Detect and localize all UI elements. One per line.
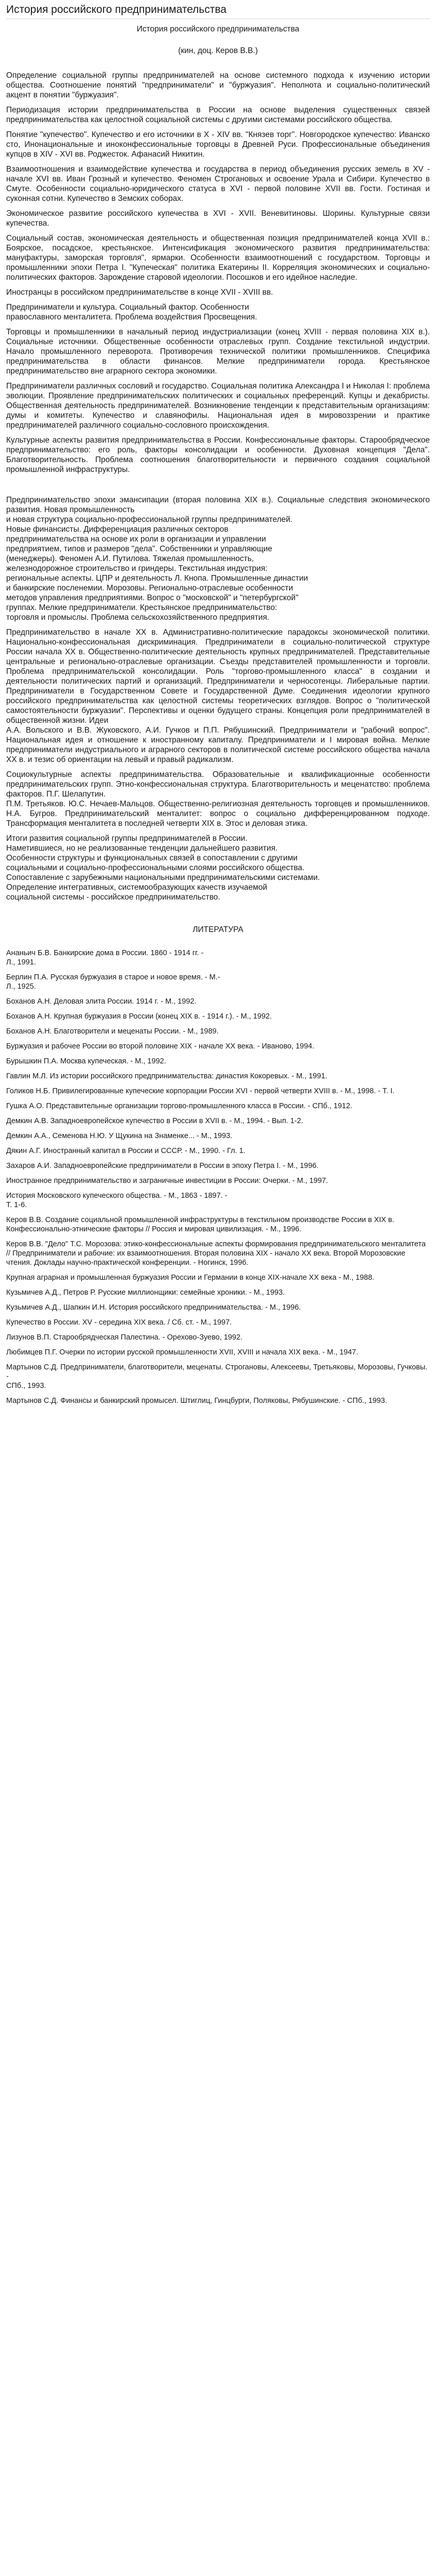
literature-item: Демкин А.А., Семенова Н.Ю. У Щукина на Знаменке... - М., 1993. — [6, 1132, 233, 1140]
literature-item: Лизунов В.П. Старообрядческая Палестина. - Орехово-Зуево, 1992. — [6, 1333, 243, 1342]
literature-item: Демкин А.В. Западноевропейское купечество в России в XVII в. - М., 1994. - Вып. 1-2. — [6, 1117, 303, 1125]
literature-item: Гавлин М.Л. Из истории российского предпринимательства: династия Кокоревых. - М., 1991. — [6, 1072, 327, 1080]
literature-item: Гушка А.О. Представительные организации торгово-промышленного класса в России. - СПб., 1912. — [6, 1102, 353, 1110]
topic-paragraph: Культурные аспекты развития предпринимательства в России. Конфессиональные факторы. Старообрядческое предпринимательство: его роль, факторы консолидации и особенности. Духовная концепция "Дела". Благотворительность. Проблема соотношения благотворительности и первичного создания социальной промышленной инфраструктуры. — [6, 436, 430, 474]
page-header: История российского предпринимательства — [6, 3, 430, 19]
topic-paragraph: Социальный состав, экономическая деятельность и общественная позиция предпринимателей конца XVII в.: Боярское, посадское, крестьянское. Интенсификация экономического развития предпринимательства: мануфактуры, заморская торговля", ярмарки. Особенности взаимоотношений с государством. Торговцы и промышленники эпохи Петра I. "Купеческая" политика Екатерины II. Корреляция экономических и социально-политических факторов. Зарождение старовой идеологии. Посошков и его идейное наследие. — [6, 234, 430, 282]
topic-paragraph: Понятие "купечество". Купечество и его источники в Х - XIV вв. "Князев торг". Новгородское купечество: Иванско сто, Инонациональные и иноконфессиональные торговцы в Древней Руси. Профессиональные объединения купцов в XIV - XVI вв. Роджесток. Афанасий Никитин. — [6, 130, 430, 159]
literature-item: Бурышкин П.А. Москва купеческая. - М., 1992. — [6, 1057, 166, 1065]
topic-paragraph: Предприниматели различных сословий и государство. Социальная политика Александра I и Николая I: проблема эволюции. Проявление предпринимательских политических и социальных преференций. Купцы и декабристы. Общественная деятельность предпринимателей. Возникновение тенденции к представительным организациям: думы и комитеты. Купечество и славянофилы. Национальная идея в мировоззрении и практике предпринимателей различного социально-сословного происхождения. — [6, 382, 430, 430]
literature-item: Кузьмичев А.Д., Петров Р. Русские миллионщики: семейные хроники. - М., 1993. — [6, 1289, 285, 1297]
literature-item: Мартынов С.Д. Предприниматели, благотворители, меценаты. Строгановы, Алексеевы, Третьяковы, Морозовы, Гучковы. - СПб., 1993. — [6, 1363, 428, 1390]
literature-item: Буржуазия и рабочее России во второй половине XIX - начале ХХ века. - Иваново, 1994. — [6, 1042, 315, 1050]
topic-paragraph: Предпринимательство в начале XX в. Административно-политические парадоксы экономической политики. Национально-конфессиональная дискриминация. Предприниматели в социально-политической структуре России начала XX в. Общественно-политические деятельность крупных предпринимателей. Представительные центральные и регионально-отраслевые организации. Съезды представителей промышленности и торговли. Проблема предпринимательской консолидации. Роль "торгово-промышленного класса" в создании и деятельности политических партий и организаций. Предприниматели и черносотенцы. Либеральные партии. Предприниматели в Государственном Совете и Государственной Думе. Соединения идеологии крупного российского предпринимательства как целостной системы теоретических взглядов. Вопрос о "политической самостоятельности буржуазии". Перспективы и оценки будущего страны. Концепция роли предпринимателей в общественной жизни. Идеи А.А. Вольского и В.В. Жуковского, А.И. Гучков и П.П. Рябушинский. Предприниматели и "рабочий вопрос". Национальная идея и отношение к иностранному капиталу. Предприниматели и I мировая война. Мелкие предприниматели индустриального и аграрного секторов в политической системе российского общества начала XX в. и тезис об ориентации на левый и правый радикализм. — [6, 628, 430, 764]
topics-section — [6, 71, 430, 902]
course-title: История российского предпринимательства — [136, 25, 300, 33]
topic-paragraph: Социокультурные аспекты предпринимательства. Образовательные и квалификационные особенности предпринимательских групп. Этно-конфессиональная структура. Благотворительность и меценатство: проблема факторов. П.Г. Шелапутин. П.М. Третьяков. Ю.С. Нечаев-Мальцов. Общественно-религиозная деятельность торговцев и промышленников. Н.А. Бугров. Предпринимательский менталитет: вопрос о социально дифференцированном подходе. Трансформация менталитета в последней четверти XIX в. Этос и деловая этика. — [6, 770, 430, 828]
literature-item: Иностранное предпринимательство и заграничные инвестиции в России: Очерки. - М., 1997. — [6, 1177, 328, 1185]
author-line: (кин, доц. Керов В.В.) — [178, 46, 258, 55]
literature-item: Боханов А.Н. Деловая элита России. 1914 г. - М., 1992. — [6, 997, 197, 1006]
literature-item: Голиков Н.Б. Привилегированные купеческие корпорации России XVI - первой четверти XVIII в. - М., 1998. - Т. I. — [6, 1087, 395, 1095]
literature-item: Ананьич Б.В. Банкирские дома в России. 1860 - 1914 гг. - Л., 1991. — [6, 949, 204, 967]
literature-item: Берлин П.А. Русская буржуазия в старое и новое время. - М.- Л., 1925. — [6, 973, 220, 991]
topic-paragraph: Предприниматели и культура. Социальный фактор. Особенности православного менталитета. Проблема воздействия Просвещения. — [6, 303, 257, 321]
literature-item: Крупная аграрная и промышленная буржуазия России и Германии в конце XIX-начале XX века - М., 1988. — [6, 1274, 375, 1282]
literature-item: Захаров А.И. Западноевропейские предприниматели в России в эпоху Петра I. - М., 1996. — [6, 1162, 319, 1170]
literature-list — [6, 948, 430, 1405]
literature-heading: ЛИТЕРАТУРА — [193, 925, 243, 934]
literature-item: Кузьмичев А.Д., Шапкин И.Н. История российского предпринимательства. - М., 1996. — [6, 1303, 301, 1312]
literature-item: История Московского купеческого общества. - М., 1863 - 1897. - Т. 1-6. — [6, 1192, 228, 1209]
literature-item: Керов В.В. Создание социальной промышленной инфраструктуры в текстильном производстве России в XIX в. Конфессионально-этнические факторы // Россия и мировая цивилизация. - М., 1996. — [6, 1216, 394, 1233]
literature-item: Любимцев П.Г. Очерки по истории русской промышленности XVII, XVIII и начала XIX века. - М., 1947. — [6, 1348, 358, 1357]
literature-item: Боханов А.Н. Крупная буржуазия в России (конец XIX в. - 1914 г.). - М., 1992. — [6, 1012, 272, 1021]
literature-item: Мартынов С.Д. Финансы и банкирский промысел. Штиглиц, Гинцбурги, Поляковы, Рябушинские. - СПб., 1993. — [6, 1397, 387, 1405]
topic-paragraph: Периодизация истории предпринимательства в России на основе выделения существенных связей предпринимательства как целостной социальной системы с другими системами российского общества. — [6, 106, 430, 124]
topic-paragraph: Торговцы и промышленники в начальный период индустриализации (конец XVIII - первая половина XIX в.). Социальные источники. Общественные особенности отраслевых групп. Создание текстильной индустрии. Начало промышленного переворота. Противоречия технической политики промышленников. Специфика предпринимательства в области финансов. Мелкие предприниматели города. Крестьянское предпринимательство вне аграрного сектора экономики. — [6, 328, 430, 376]
literature-item: Керов В.В. "Дело" Т.С. Морозова: этико-конфессиональные аспекты формирования предпринимательского менталитета // Предприниматели и рабочие: их взаимоотношения. Вторая половина XIX - начало XX века. Второй Морозовские чтения. Доклады научно-практической конференции. - Ногинск, 1996. — [6, 1240, 426, 1267]
topic-paragraph: Взаимоотношения и взаимодействие купечества и государства в период объединения русских земель в XV - начале XVI вв. Иван Грозный и купечество. Феномен Строгановых и освоение Урала и Сибири. Купечество в Смуте. Особенности социально-юридического статуса в XVI - первой половине XVII вв. Гости. Гостиная и суконная сотни. Купечество в Земских соборах. — [6, 165, 430, 203]
topic-paragraph: Итоги развития социальной группы предпринимателей в России. Наметившиеся, но не реализованные тенденции дальнейшего развития. Особенности структуры и функциональных связей в сопоставлении с другими социальными и социально-профессиональными слоями российского общества. Сопоставление с зарубежными национальными предпринимательскими системами. Определение интегративных, системообразующих качеств изучаемой социальной системы - российское предпринимательство. — [6, 834, 320, 902]
literature-item: Купечество в России. XV - середина XIX века. / Сб. ст. - М., 1997. — [6, 1318, 232, 1327]
literature-item: Боханов А.Н. Благотворители и меценаты России. - М., 1989. — [6, 1027, 219, 1036]
topic-paragraph: Предпринимательство эпохи эмансипации (вторая половина XIX в.). Социальные следствия экономического развития. Новая промышленность и новая структура социально-профессиональной группы предпринимателей. Новые финансисты. Дифференциация различных секторов предпринимательства на основе их роли в организации и управлении предприятием, типов и размеров "дела". Собственники и управляющие (менеджеры). Феномен А.И. Путилова. Тяжелая промышленность, железнодорожное строительство и гриндеры. Текстильная индустрия: региональные аспекты. ЦПР и деятельность Л. Кнопа. Промышленные династии и банкирские посленемии. Морозовы. Регионально-отраслевые особенности методов управления предприятиями. Вопрос о "московской" и "петербургской" группах. Мелкие предприниматели. Крестьянское предпринимательство: торговля и промыслы. Проблема сельскохозяйственного предприятия. — [6, 496, 430, 622]
literature-item: Дякин А.Г. Иностранный капитал в России и СССР. - М., 1990. - Гл. 1. — [6, 1147, 246, 1155]
topic-paragraph: Экономическое развитие российского купечества в XVI - XVII. Веневитиновы. Шорины. Культурные связи купечества. — [6, 209, 430, 228]
topic-paragraph: Иностранцы в российском предпринимательстве в конце XVII - XVIII вв. — [6, 288, 273, 297]
topic-paragraph: Определение социальной группы предпринимателей на основе системного подхода к изучению истории общества. Соотношение понятий "предприниматели" и "буржуазия". Неполнота и социально-политический акцент в понятии "буржуазия". — [6, 71, 430, 99]
